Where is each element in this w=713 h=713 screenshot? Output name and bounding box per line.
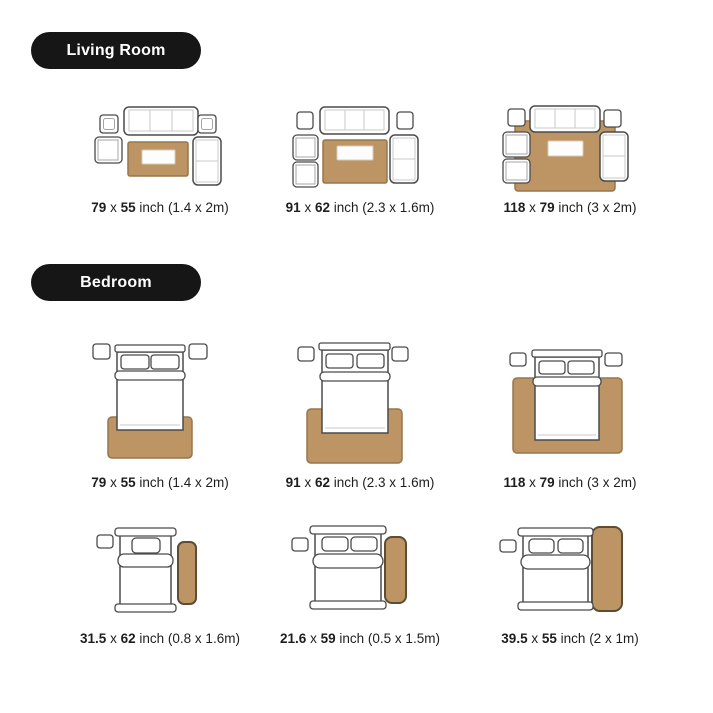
- size-caption: [280, 631, 440, 646]
- headboard: [310, 526, 386, 534]
- width-value: 91: [285, 475, 301, 490]
- pillow: [121, 355, 149, 369]
- pillow: [322, 537, 348, 551]
- size-caption: [501, 631, 638, 646]
- armchair-left-top: [503, 132, 530, 157]
- bedroom-tile-3: [460, 330, 680, 490]
- metric-size: (3 x 2m): [586, 475, 637, 490]
- unit-label: inch: [558, 200, 584, 215]
- width-value: 31.5: [80, 631, 107, 646]
- pillow: [357, 354, 384, 368]
- height-value: 79: [539, 475, 555, 490]
- pillow: [558, 539, 583, 553]
- pillow: [132, 538, 160, 553]
- runner-layout-31x62: [75, 514, 245, 626]
- x-separator: x: [304, 475, 312, 490]
- size-caption: [286, 200, 435, 215]
- nightstand-left: [93, 344, 110, 359]
- height-value: 59: [320, 631, 336, 646]
- bedroom-badge: [31, 264, 201, 301]
- footboard: [518, 602, 593, 610]
- runner-rug: [385, 537, 406, 603]
- x-separator: x: [304, 200, 312, 215]
- headboard: [532, 350, 602, 357]
- double-bed: [319, 343, 390, 433]
- unit-label: inch: [139, 475, 165, 490]
- x-separator: x: [310, 631, 317, 646]
- unit-label: inch: [333, 475, 359, 490]
- nightstand-left: [510, 353, 526, 366]
- width-value: 91: [285, 200, 301, 215]
- double-bed: [518, 528, 593, 610]
- side-table-left: [297, 112, 313, 129]
- pillow: [326, 354, 353, 368]
- headboard: [518, 528, 593, 536]
- height-value: 55: [120, 475, 136, 490]
- duvet-edge: [521, 555, 590, 569]
- duvet-edge: [115, 371, 185, 380]
- unit-label: inch: [558, 475, 584, 490]
- size-caption: [91, 475, 228, 490]
- single-bed: [115, 528, 176, 612]
- living-room-tile-1: [60, 95, 260, 215]
- height-value: 62: [314, 475, 330, 490]
- area-rug: [128, 142, 188, 176]
- height-value: 62: [120, 631, 136, 646]
- armchair-left: [95, 137, 122, 163]
- runner-rug: [178, 542, 196, 604]
- living-room-badge: [31, 32, 201, 69]
- height-value: 62: [314, 200, 330, 215]
- side-table-left: [100, 115, 118, 133]
- width-value: 39.5: [501, 631, 528, 646]
- sofa: [530, 106, 600, 132]
- duvet-edge: [313, 554, 383, 568]
- armchair-left-bottom: [503, 159, 530, 183]
- width-value: 79: [91, 200, 107, 215]
- side-table-right: [604, 110, 621, 127]
- metric-size: (1.4 x 2m): [167, 200, 229, 215]
- side-table-right: [198, 115, 216, 133]
- coffee-table: [548, 141, 583, 156]
- bedroom-tile-2: [260, 330, 460, 490]
- nightstand-right: [392, 347, 408, 361]
- x-separator: x: [531, 631, 539, 646]
- nightstand-right: [605, 353, 622, 366]
- unit-label: inch: [560, 631, 586, 646]
- height-value: 55: [120, 200, 136, 215]
- duvet-edge: [118, 554, 173, 567]
- size-caption: [80, 631, 240, 646]
- side-table-right: [397, 112, 413, 129]
- runner-rug-row: [60, 514, 680, 646]
- nightstand-left: [298, 347, 314, 361]
- living-room-tile-2: [260, 95, 460, 215]
- living-room-tile-3: [460, 95, 680, 215]
- area-rug: [323, 140, 387, 183]
- height-value: 55: [541, 631, 557, 646]
- unit-label: inch: [333, 200, 359, 215]
- metric-size: (3 x 2m): [586, 200, 637, 215]
- pillow: [529, 539, 554, 553]
- runner-rug: [592, 527, 622, 611]
- width-value: 118: [503, 475, 526, 490]
- pillow: [539, 361, 565, 374]
- bedroom-row: [60, 330, 680, 490]
- bedroom-badge-label: Bedroom: [80, 273, 152, 291]
- footboard: [310, 601, 386, 609]
- coffee-table: [142, 150, 175, 164]
- unit-label: inch: [339, 631, 365, 646]
- pillow: [151, 355, 179, 369]
- living-room-badge-label: Living Room: [66, 41, 166, 59]
- x-separator: x: [529, 200, 536, 215]
- armchair-left-top: [293, 135, 318, 160]
- armchair-right: [600, 132, 628, 181]
- headboard: [115, 345, 185, 352]
- metric-size: (1.4 x 2m): [167, 475, 229, 490]
- nightstand-left: [500, 540, 516, 552]
- unit-label: inch: [139, 200, 165, 215]
- bedroom-layout-79x55: [75, 330, 245, 470]
- runner-layout-39x55: [485, 514, 655, 626]
- side-table-left: [508, 109, 525, 126]
- duvet-edge: [320, 372, 390, 381]
- size-caption: [91, 200, 228, 215]
- metric-size: (2.3 x 1.6m): [362, 475, 435, 490]
- duvet-edge: [533, 377, 601, 386]
- size-caption: [504, 475, 637, 490]
- metric-size: (0.5 x 1.5m): [367, 631, 440, 646]
- x-separator: x: [110, 475, 117, 490]
- size-caption: [286, 475, 435, 490]
- bedroom-tile-1: [60, 330, 260, 490]
- unit-label: inch: [139, 631, 165, 646]
- double-bed: [532, 350, 602, 440]
- runner-tile-1: [60, 514, 260, 646]
- pillow: [351, 537, 377, 551]
- nightstand-left: [97, 535, 113, 548]
- width-value: 118: [503, 200, 526, 215]
- pillow: [568, 361, 594, 374]
- x-separator: x: [110, 631, 117, 646]
- runner-tile-3: [460, 514, 680, 646]
- x-separator: x: [529, 475, 536, 490]
- runner-layout-21x59: [275, 514, 445, 626]
- width-value: 79: [91, 475, 107, 490]
- living-room-row: [60, 95, 680, 215]
- coffee-table: [337, 146, 373, 160]
- bedroom-layout-118x79: [485, 330, 655, 470]
- nightstand-left: [292, 538, 308, 551]
- double-bed: [310, 526, 386, 609]
- width-value: 21.6: [280, 631, 307, 646]
- footboard: [115, 604, 176, 612]
- armchair-right: [193, 137, 221, 185]
- metric-size: (2 x 1m): [589, 631, 639, 646]
- headboard: [319, 343, 390, 350]
- living-room-layout-91x62: [275, 95, 445, 195]
- nightstand-right: [189, 344, 207, 359]
- armchair-left-bottom: [293, 162, 318, 187]
- living-room-layout-79x55: [75, 95, 245, 195]
- metric-size: (2.3 x 1.6m): [362, 200, 435, 215]
- headboard: [115, 528, 176, 536]
- bedroom-layout-91x62: [275, 330, 445, 470]
- size-caption: [504, 200, 637, 215]
- double-bed: [115, 345, 185, 430]
- metric-size: (0.8 x 1.6m): [167, 631, 240, 646]
- sofa: [124, 107, 198, 135]
- living-room-layout-118x79: [485, 95, 655, 195]
- runner-tile-2: [260, 514, 460, 646]
- x-separator: x: [110, 200, 117, 215]
- sofa: [320, 107, 389, 134]
- armchair-right: [390, 135, 418, 183]
- height-value: 79: [539, 200, 555, 215]
